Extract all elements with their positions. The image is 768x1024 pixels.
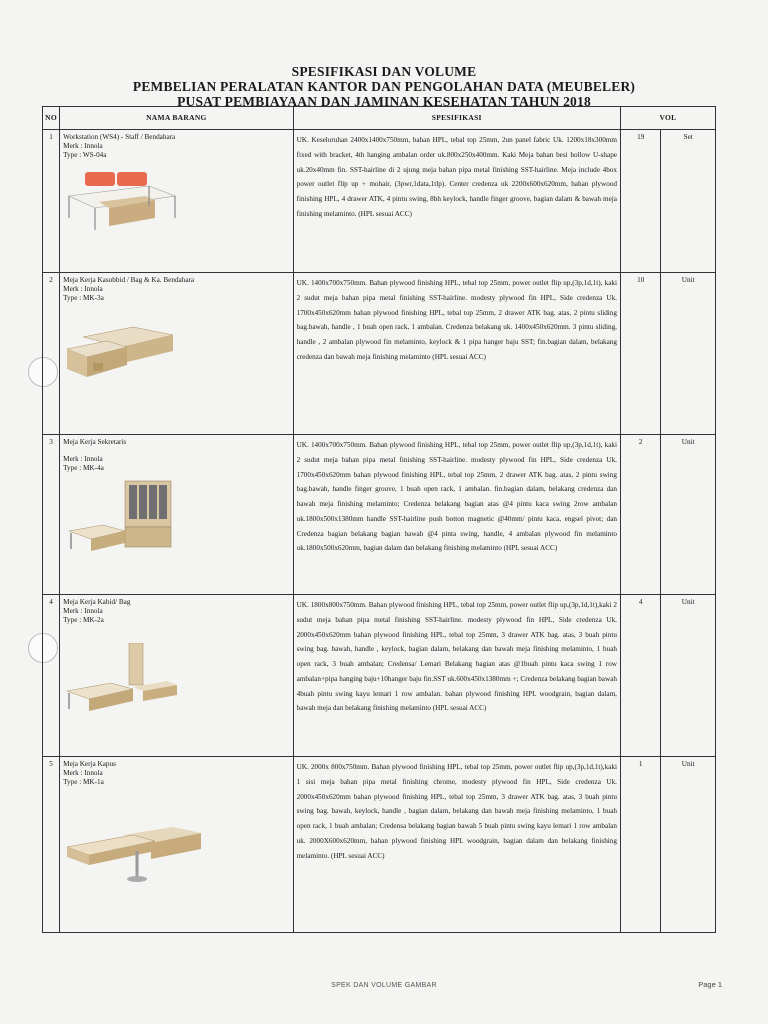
- col-header-spec: SPESIFIKASI: [293, 107, 620, 130]
- table-row: [43, 273, 716, 435]
- item-name: Meja Kerja Kapus: [63, 760, 116, 768]
- item-name: Workstation (WS4) - Staff / Bendahara: [63, 133, 176, 141]
- item-type: Type : MK-3a: [63, 294, 104, 302]
- meja-kerja-kapus-image: [63, 805, 289, 885]
- table-row: [43, 757, 716, 933]
- item-brand: Merk : Innola: [63, 142, 103, 150]
- item-unit: Unit: [661, 595, 716, 757]
- doc-subtitle-2: PUSAT PEMBIAYAAN DAN JAMINAN KESEHATAN TAHUN 2018: [177, 94, 591, 109]
- spec-table: [42, 106, 716, 933]
- item-name: Meja Kerja Sekretaris: [63, 438, 127, 446]
- meja-kerja-kasubbid-image: [63, 309, 289, 389]
- item-name-cell: [60, 435, 293, 595]
- col-header-name: NAMA BARANG: [60, 107, 293, 130]
- item-spec: UK. 1400x700x750mm. Bahan plywood finishing HPL, tebal top 25mm, power outlet flip up,(3p,1d,1t), kaki 2 sudut meja bahan pipa metal finishing SST-hairline. modesty plywood fin HPL, Side credenza Uk. 1700x450x620mm bahan plywood finishing HPL, tebal top 25mm, 2 drawer ATK bag. atas, 2 pintu sliding bag.bawah, handle , 1 buah open rack, 1 ambalan. Credenza belakang uk. 1400x450x620mm. 3 pintu sliding, handle , 2 ambalan plywood fin melaminto, keylock & 1 pipa hanger baju SST; fin.bagian dalam, belakang credenza dan bawah meja finishing melaminto (HPL sesuai ACC): [293, 273, 620, 435]
- item-brand: Merk : Innola: [63, 607, 103, 615]
- item-unit: Unit: [661, 435, 716, 595]
- item-name-cell: [60, 757, 293, 933]
- item-unit: Unit: [661, 757, 716, 933]
- table-header-row: [43, 107, 716, 130]
- table-row: [43, 130, 716, 273]
- item-type: Type : WS-04a: [63, 151, 107, 159]
- item-name-cell: [60, 595, 293, 757]
- page-number: Page 1: [698, 980, 722, 989]
- item-name: Meja Kerja Kabid/ Bag: [63, 598, 131, 606]
- item-qty: 1: [620, 757, 660, 933]
- row-number: 3: [43, 435, 60, 595]
- item-type: Type : MK-1a: [63, 778, 104, 786]
- workstation-ws4-image: [63, 166, 289, 246]
- item-name: Meja Kerja Kasubbid / Bag & Ka. Bendahara: [63, 276, 195, 284]
- item-qty: 10: [620, 273, 660, 435]
- item-qty: 2: [620, 435, 660, 595]
- item-qty: 19: [620, 130, 660, 273]
- table-row: [43, 435, 716, 595]
- item-unit: Unit: [661, 273, 716, 435]
- item-spec: UK. 2000x 800x750mm. Bahan plywood finishing HPL, tebal top 25mm, power outlet flip up,(3p,1d,1t),kaki 1 sisi meja bahan pipa metal finishing chrome, modesty plywood fin HPL, Side credenza Uk. 2000x450x620mm bahan plywood finishing HPL, tebal top 25mm, 3 drawer ATK bag. atas, 3 buah pintu swing bag. bawah, keylock, handle , bagian dalam, belakang dan bawah meja finishing melaminto, 1 buah open rack, 1 buah ambalan; Credensa belakang bagian bawah 5 buah pintu swing kayu lemari 1 row ambalan uk. 2000X600x620mm, bahan plywood finishing HPL woodgrain, bagian dalam dan belakang finishing melaminto. (HPL sesuai ACC): [293, 757, 620, 933]
- item-brand: Merk : Innola: [63, 769, 103, 777]
- item-type: Type : MK-2a: [63, 616, 104, 624]
- col-header-vol: VOL: [620, 107, 715, 130]
- doc-subtitle: PEMBELIAN PERALATAN KANTOR DAN PENGOLAHAN DATA (MEUBELER): [132, 79, 636, 94]
- item-name-cell: [60, 273, 293, 435]
- doc-title: SPESIFIKASI DAN VOLUME: [291, 64, 477, 79]
- table-row: [43, 595, 716, 757]
- item-spec: UK. 1800x800x750mm. Bahan plywood finishing HPL, tebal top 25mm, power outlet flip up,(3p,1d,1t),kaki 2 sudut meja bahan pipa metal finishing SST-hairline. modesty plywood fin HPL, Side credenza Uk. 2000x450x620mm bahan plywood finishing HPL, tebal top 25mm, 3 drawer ATK bag. atas, 3 buah pintu swing bag. bawah, handle , keylock, bagian dalam, belakang dan bawah meja finishing melaminto, 1 buah open rack, 3 buah ambalan; Credensa/ Lemari Belakang bagian atas @1buah pintu kaca swing 1 row ambalan+pipa hanging baju+10hanger baju fin.SST uk.600x450x1380mm +; Credenza belakang bagian bawah 4buah pintu swing kayu lemari 1 row ambalan. bahan plywood finishing HPL woodgrain, bagian dalam, bawah meja dan belakang finishing melaminto (HPL sesuai ACC): [293, 595, 620, 757]
- row-number: 1: [43, 130, 60, 273]
- item-type: Type : MK-4a: [63, 464, 104, 472]
- meja-kerja-kabid-image: [63, 643, 289, 723]
- row-number: 4: [43, 595, 60, 757]
- item-unit: Set: [661, 130, 716, 273]
- meja-kerja-sekretaris-image: [63, 479, 289, 559]
- item-spec: UK. 1400x700x750mm. Bahan plywood finishing HPL, tebal top 25mm, power outlet flip up,(3p,1d,1t), kaki 2 sudut meja bahan pipa metal finishing SST-hairline. modesty plywood fin HPL, Side credenza Uk. 1700x450x620mm bahan plywood finishing HPL, tebal top 25mm, 2 drawer ATK bag. atas, 2 pintu swing bag.bawah, handle finger grouve, 1 buah open rack, 1 ambalan. fin.bagian dalam, belakang credenza dan bawah meja finishing melaminto; Credenza belakang bagian atas @4 pintu kaca swing 2row ambalan uk.1800x500x1380mm handle SST-hairline push botton magnetic @40mm/ pintu kaca, engsel pivot; dan Credenza bagian belakang bagian bawah @4 pinta swing, handle, 4 ambalan plywood fin melaminto uk.1800x500x620mm, bagian dalam dan belakang finishing melaminto (HPL sesuai ACC): [293, 435, 620, 595]
- row-number: 2: [43, 273, 60, 435]
- item-brand: Merk : Innola: [63, 285, 103, 293]
- row-number: 5: [43, 757, 60, 933]
- item-brand: Merk : Innola: [63, 455, 103, 463]
- col-header-no: NO: [43, 107, 60, 130]
- item-spec: UK. Keseluruhan 2400x1400x750mm, bahan HPL, tebal top 25mm, 2un panel fabric Uk. 1200x18x300mm fixed with bracket, 4th hanging ambalan order uk.800x250x400mm. Kaki Meja bahan besi hollow U-shape uk.20x40mm fin. SST-hairline di 2 ujung meja bahan pipa metal finishing SST-hairline. Meja include 4box power outlet flip up + mohair, (3pwr,1data,1tlp). Center credenza uk 2200x600x620mm, bahan plywood finishing HPL, 4 drawer ATK, 4 pintu swing, 8bh keylock, handle finger groove, bagian dalam & bawah meja finishing melaminto. (HPL sesuai ACC): [293, 130, 620, 273]
- item-qty: 4: [620, 595, 660, 757]
- footer-label: SPEK DAN VOLUME GAMBAR: [331, 982, 437, 989]
- item-name-cell: [60, 130, 293, 273]
